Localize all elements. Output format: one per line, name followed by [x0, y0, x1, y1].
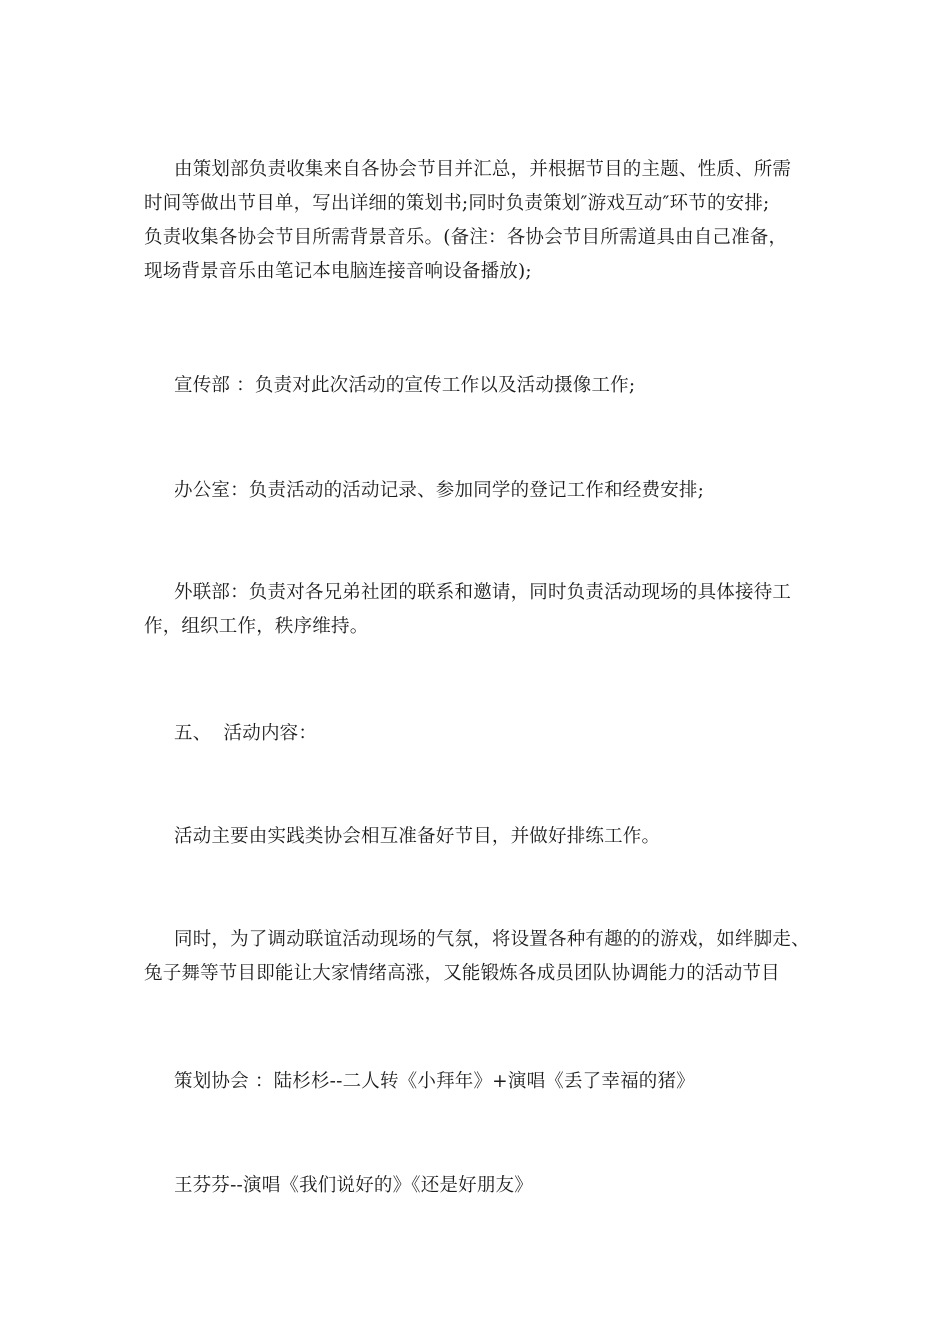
- section-heading-activity-content: [144, 717, 810, 751]
- text-line: 五、 活动内容：: [174, 723, 318, 744]
- paragraph-publicity-department: [144, 369, 810, 403]
- paragraph-activity-main: [144, 820, 810, 854]
- paragraph-activity-games: [144, 923, 810, 991]
- paragraph-liaison-department: [144, 576, 810, 644]
- text-line: 王芬芬--演唱《我们说好的》《还是好朋友》: [174, 1175, 533, 1196]
- text-line: 办公室：负责活动的活动记录、参加同学的登记工作和经费安排;: [174, 480, 705, 501]
- text-line: 由策划部负责收集来自各协会节目并汇总，并根据节目的主题、性质、所需: [174, 159, 792, 180]
- text-line: 外联部：负责对各兄弟社团的联系和邀请，同时负责活动现场的具体接待工: [174, 582, 792, 603]
- paragraph-office: [144, 474, 810, 508]
- text-line: 宣传部 ：负责对此次活动的宣传工作以及活动摄像工作;: [174, 375, 636, 396]
- paragraph-planning-association: [144, 1065, 810, 1099]
- text-line: 同时，为了调动联谊活动现场的气氛，将设置各种有趣的的游戏，如绊脚走、: [174, 929, 810, 950]
- paragraph-wang-fenfen: [144, 1169, 810, 1203]
- text-line: 负责收集各协会节目所需背景音乐。(备注：各协会节目所需道具由自己准备，: [144, 227, 788, 248]
- text-line: 时间等做出节目单，写出详细的策划书;同时负责策划″游戏互动″环节的安排;: [144, 193, 770, 214]
- text-line: 活动主要由实践类协会相互准备好节目，并做好排练工作。: [174, 826, 661, 847]
- text-line: 策划协会 ：陆杉杉--二人转《小拜年》+演唱《丢了幸福的猪》: [174, 1071, 695, 1092]
- text-line: 作，组织工作，秩序维持。: [144, 616, 369, 637]
- text-line: 兔子舞等节目即能让大家情绪高涨，又能锻炼各成员团队协调能力的活动节目: [144, 963, 780, 984]
- paragraph-planning-department: [144, 153, 810, 289]
- text-line: 现场背景音乐由笔记本电脑连接音响设备播放);: [144, 261, 532, 282]
